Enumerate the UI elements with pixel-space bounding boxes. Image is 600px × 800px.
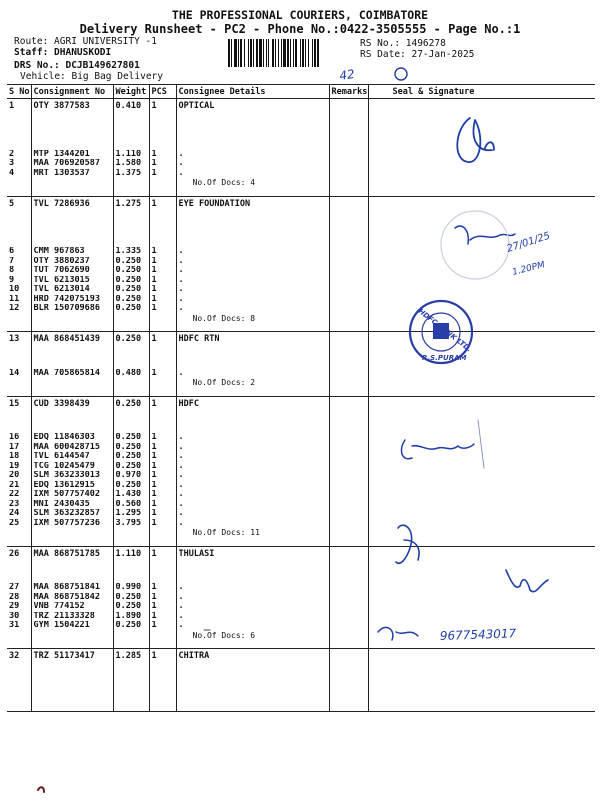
pcs-cell: 1 (149, 196, 176, 209)
weight-cell: 1.375 (113, 169, 149, 179)
consignment-cell: SLM 363233013 (31, 471, 113, 481)
consignee-bullet: . (176, 612, 329, 622)
signature-chitra (378, 627, 418, 640)
consignment-cell: OTY 3877583 (31, 99, 113, 112)
pcs-cell: 1 (149, 519, 176, 529)
handwritten-count-note: 42 (338, 66, 356, 83)
pcs-cell: 1 (149, 99, 176, 112)
consignee-bullet: . (176, 266, 329, 276)
sno-cell: 6 (9, 247, 15, 256)
consignment-cell: MAA 868751842 (31, 593, 113, 603)
pcs-cell: 1 (149, 285, 176, 295)
consignee-bullet: . (176, 471, 329, 481)
docs-count: No.Of Docs: 6 (176, 631, 329, 649)
sno-cell: 16 (9, 433, 20, 442)
consignment-cell: TVL 6144547 (31, 452, 113, 462)
pcs-cell: 1 (149, 369, 176, 379)
pcs-cell: 1 (149, 247, 176, 257)
weight-cell: 0.250 (113, 602, 149, 612)
consignee-bullet: . (176, 621, 329, 631)
weight-cell: 0.990 (113, 583, 149, 593)
drs-number: DRS No.: DCJB149627801 (14, 60, 140, 71)
consignee-bullet: . (176, 593, 329, 603)
weight-cell: 0.970 (113, 471, 149, 481)
consignee-bullet: . (176, 169, 329, 179)
sno-cell: 13 (9, 334, 20, 344)
consignee-bullet: . (176, 295, 329, 305)
pcs-cell: 1 (149, 452, 176, 462)
pcs-cell: 1 (149, 649, 176, 662)
rs-number: RS No.: 1496278 (360, 38, 446, 49)
faint-stamp-icon (441, 211, 509, 279)
consignee-bullet: . (176, 257, 329, 267)
weight-cell: 0.480 (113, 369, 149, 379)
weight-cell: 1.890 (113, 612, 149, 622)
sno-cell: 9 (9, 275, 15, 285)
consignment-cell: MAA 600428715 (31, 443, 113, 453)
pcs-cell: 1 (149, 612, 176, 622)
consignment-cell: MAA 868751785 (31, 546, 113, 559)
sno-cell: 23 (9, 499, 20, 509)
col-weight: Weight (113, 85, 149, 99)
sno-cell: 2 (9, 149, 15, 159)
consignee-bullet: . (176, 490, 329, 500)
consignment-cell: IXM 507757402 (31, 490, 113, 500)
sno-cell: 1 (9, 101, 15, 111)
consignment-cell: VNB 774152 (31, 602, 113, 612)
route-text: Route: AGRI UNIVERSITY -1 (14, 36, 157, 47)
consignment-cell: TUT 7062690 (31, 266, 113, 276)
consignment-cell: OTY 3880237 (31, 257, 113, 267)
consignment-cell: MAA 868751841 (31, 583, 113, 593)
consignee-cell: EYE FOUNDATION (176, 196, 329, 209)
docs-count: No.Of Docs: 2 (176, 378, 329, 396)
sno-cell: 15 (9, 398, 20, 409)
sno-cell: 21 (9, 480, 20, 490)
weight-cell: 0.250 (113, 257, 149, 267)
pcs-cell: 1 (149, 509, 176, 519)
signature-optical (457, 118, 494, 162)
pcs-cell: 1 (149, 332, 176, 345)
pcs-cell: 1 (149, 490, 176, 500)
consignment-cell: TRZ 51173417 (31, 649, 113, 662)
pcs-cell: 1 (149, 396, 176, 409)
document-subtitle: Delivery Runsheet - PC2 - Phone No.:0422-3505555 - Page No.:1 (79, 22, 521, 36)
consignment-cell: MAA 706920587 (31, 159, 113, 169)
consignee-bullet: . (176, 509, 329, 519)
consignment-cell: EDQ 13612915 (31, 481, 113, 491)
pcs-cell: 1 (149, 304, 176, 314)
weight-cell: 0.250 (113, 462, 149, 472)
consignment-cell: MTP 1344201 (31, 150, 113, 160)
handwritten-date: 27/01/25 (505, 230, 552, 255)
sno-cell: 17 (9, 442, 20, 452)
consignee-bullet: . (176, 433, 329, 443)
sno-cell: 32 (9, 651, 20, 661)
signature-thulasi (396, 525, 419, 563)
docs-count: No.Of Docs: 8 (176, 314, 329, 332)
weight-cell: 0.250 (113, 332, 149, 345)
consignee-bullet: . (176, 247, 329, 257)
pcs-cell: 1 (149, 621, 176, 631)
consignee-bullet: . (176, 285, 329, 295)
pcs-cell: 1 (149, 500, 176, 510)
weight-cell: 1.275 (113, 196, 149, 209)
col-sno: S No (9, 86, 30, 97)
consignee-cell: THULASI (176, 546, 329, 559)
consignment-cell: CMM 967863 (31, 247, 113, 257)
consignee-cell: CHITRA (176, 649, 329, 662)
sno-cell: 14 (9, 368, 20, 378)
consignment-cell: BLR 150709686 (31, 304, 113, 314)
weight-cell: 0.250 (113, 443, 149, 453)
weight-cell: 0.250 (113, 266, 149, 276)
consignee-bullet: . (176, 602, 329, 612)
sno-cell: 27 (9, 583, 20, 592)
consignee-bullet: . (176, 150, 329, 160)
weight-cell: 0.250 (113, 304, 149, 314)
document-title: THE PROFESSIONAL COURIERS, COIMBATORE (171, 8, 429, 22)
weight-cell: 1.430 (113, 490, 149, 500)
weight-cell: 1.110 (113, 546, 149, 559)
sno-cell: 22 (9, 490, 20, 499)
consignment-cell: TVL 7286936 (31, 196, 113, 209)
consignee-cell: HDFC (176, 396, 329, 409)
weight-cell: 3.795 (113, 519, 149, 529)
sno-cell: 31 (9, 621, 20, 630)
weight-cell: 0.250 (113, 621, 149, 631)
col-seal-signature: Seal & Signature (368, 85, 595, 99)
consignment-cell: EDQ 11846303 (31, 433, 113, 443)
col-pcs: PCS (149, 85, 176, 99)
consignee-bullet: . (176, 462, 329, 472)
circle-mark-icon (395, 68, 407, 80)
pcs-cell: 1 (149, 443, 176, 453)
consignee-bullet: . (176, 304, 329, 314)
consignee-bullet: . (176, 159, 329, 169)
consignee-bullet: . (176, 276, 329, 286)
pcs-cell: 1 (149, 150, 176, 160)
sno-cell: 20 (9, 471, 20, 480)
pcs-cell: 1 (149, 593, 176, 603)
sno-cell: 19 (9, 461, 20, 471)
weight-cell: 0.410 (113, 99, 149, 112)
docs-count: No.Of Docs: 4 (176, 178, 329, 196)
consignee-bullet: . (176, 519, 329, 529)
sno-cell: 18 (9, 452, 20, 461)
consignee-bullet: . (176, 583, 329, 593)
consignment-cell: MAA 705865814 (31, 369, 113, 379)
sno-cell: 4 (9, 168, 15, 178)
hdfc-dotted-line (478, 420, 484, 468)
consignment-cell: MRT 1303537 (31, 169, 113, 179)
bank-stamp-line2: R.S.PURAM (422, 354, 467, 362)
weight-cell: 0.250 (113, 433, 149, 443)
docs-count: No.Of Docs: 11 (176, 528, 329, 546)
sno-cell: 28 (9, 592, 20, 602)
sno-cell: 29 (9, 602, 20, 611)
consignment-cell: IXM 507757236 (31, 519, 113, 529)
staff-text: Staff: DHANUSKODI (14, 47, 112, 58)
weight-cell: 0.250 (113, 295, 149, 305)
consignment-cell: TVL 6213014 (31, 285, 113, 295)
consignment-cell: TRZ 21133328 (31, 612, 113, 622)
consignment-cell: CUD 3398439 (31, 396, 113, 409)
consignee-bullet: . (176, 500, 329, 510)
pcs-cell: 1 (149, 295, 176, 305)
consignment-cell: HRD 742075193 (31, 295, 113, 305)
weight-cell: 0.560 (113, 500, 149, 510)
rs-date: RS Date: 27-Jan-2025 (360, 49, 475, 60)
consignment-cell: SLM 363232857 (31, 509, 113, 519)
vehicle-text: Vehicle: Big Bag Delivery (20, 71, 163, 82)
pcs-cell: 1 (149, 433, 176, 443)
consignment-cell: MNI 2430435 (31, 500, 113, 510)
consignee-cell: HDFC RTN (176, 332, 329, 345)
handwritten-time: 1.20PM (511, 260, 546, 278)
pcs-cell: 1 (149, 276, 176, 286)
weight-cell: 1.110 (113, 150, 149, 160)
sno-cell: 26 (9, 548, 20, 559)
col-consignee: Consignee Details (176, 85, 329, 99)
pcs-cell: 1 (149, 471, 176, 481)
pcs-cell: 1 (149, 169, 176, 179)
weight-cell: 1.295 (113, 509, 149, 519)
sno-cell: 7 (9, 256, 15, 266)
col-remarks: Remarks (329, 85, 368, 99)
weight-cell: 0.250 (113, 285, 149, 295)
consignee-bullet: . (176, 452, 329, 462)
sno-cell: 5 (9, 198, 15, 209)
pcs-cell: 1 (149, 257, 176, 267)
signature-hdfc (401, 440, 474, 459)
consignee-bullet: . (176, 481, 329, 491)
sno-cell: 25 (9, 518, 20, 528)
pcs-cell: 1 (149, 546, 176, 559)
weight-cell: 0.250 (113, 276, 149, 286)
weight-cell: 0.250 (113, 481, 149, 491)
corner-mark (38, 787, 44, 792)
signature-thulasi-2 (506, 570, 548, 592)
sno-cell: 30 (9, 611, 20, 621)
consignment-cell: TCG 10245479 (31, 462, 113, 472)
sno-cell: 24 (9, 509, 20, 518)
sno-cell: 8 (9, 266, 15, 275)
weight-cell: 1.335 (113, 247, 149, 257)
sno-cell: 12 (9, 304, 20, 313)
signature-eye-foundation (455, 226, 515, 244)
consignee-cell: OPTICAL (176, 99, 329, 112)
consignment-cell: GYM 1504221 (31, 621, 113, 631)
pcs-cell: 1 (149, 462, 176, 472)
pcs-cell: 1 (149, 602, 176, 612)
weight-cell: 1.285 (113, 649, 149, 662)
weight-cell: 0.250 (113, 396, 149, 409)
weight-cell: 0.250 (113, 593, 149, 603)
weight-cell: 1.580 (113, 159, 149, 169)
consignment-cell: MAA 868451439 (31, 332, 113, 345)
bank-stamp-line1: HDFC BANK LTD. (416, 307, 473, 354)
sno-cell: 3 (9, 159, 15, 168)
consignee-bullet: . (176, 443, 329, 453)
pcs-cell: 1 (149, 583, 176, 593)
pcs-cell: 1 (149, 481, 176, 491)
pcs-cell: 1 (149, 159, 176, 169)
handwritten-phone: 9677543017 (439, 626, 517, 643)
consignee-bullet: . (176, 369, 329, 379)
sno-cell: 10 (9, 285, 20, 294)
pcs-cell: 1 (149, 266, 176, 276)
sno-cell: 11 (9, 294, 20, 304)
consignment-cell: TVL 6213015 (31, 276, 113, 286)
weight-cell: 0.250 (113, 452, 149, 462)
col-consignment: Consignment No (31, 85, 113, 99)
